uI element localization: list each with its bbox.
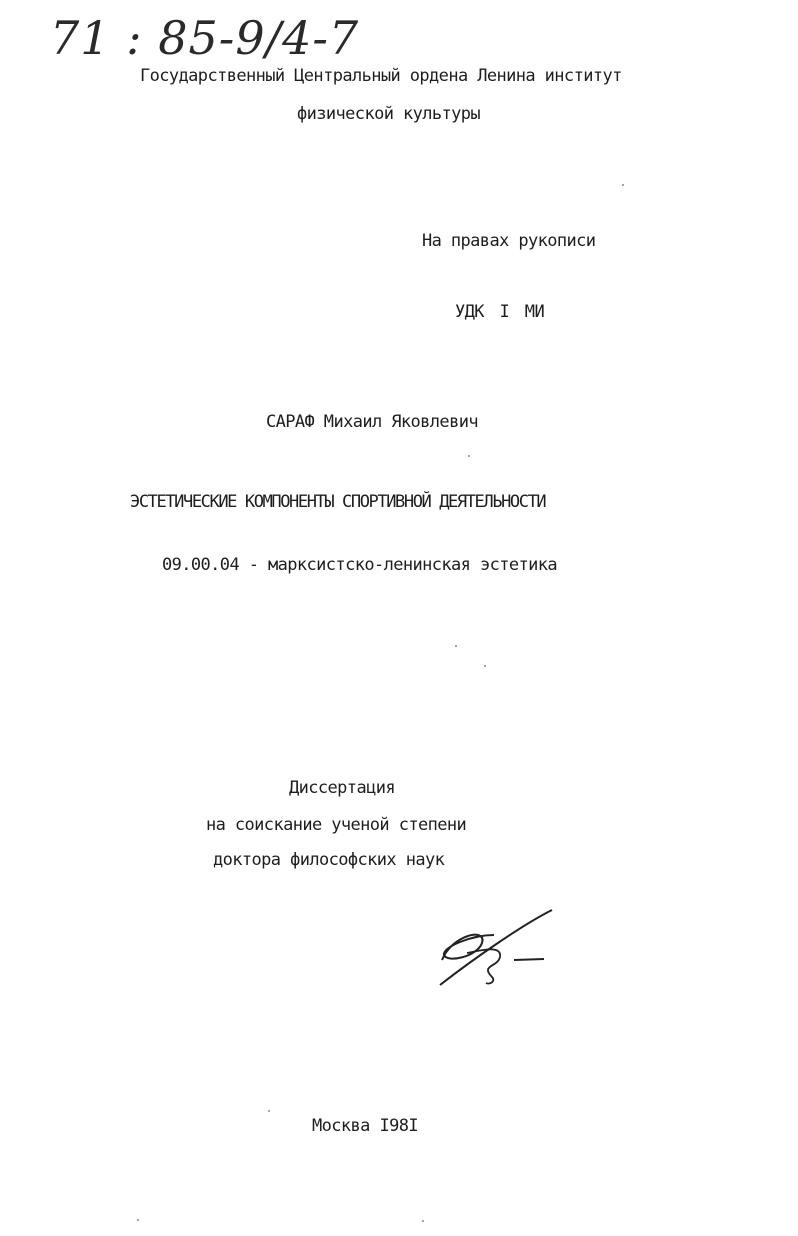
- specialty-code: 09.00.04 - марксистско-ленинская эстетика: [162, 555, 558, 575]
- scan-speck: [268, 1110, 270, 1112]
- scan-speck: [137, 1219, 139, 1221]
- institution-line-2: физической культуры: [297, 104, 481, 124]
- dissertation-title: ЭСТЕТИЧЕСКИЕ КОМПОНЕНТЫ СПОРТИВНОЙ ДЕЯТЕЛЬНОСТИ: [130, 492, 546, 512]
- manuscript-note: На правах рукописи: [422, 231, 596, 251]
- udk-code: УДК I МИ: [455, 302, 545, 322]
- city-year: Москва I98I: [312, 1116, 418, 1136]
- scan-speck: [484, 665, 486, 667]
- scan-speck: [468, 455, 470, 457]
- scan-speck: [622, 184, 624, 186]
- scan-speck: [455, 645, 457, 647]
- institution-line-1: Государственный Центральный ордена Ленина институт: [140, 66, 622, 86]
- archive-number: 71 : 85-9/4-7: [50, 11, 360, 65]
- degree-line: на соискание ученой степени: [206, 815, 467, 835]
- scan-speck: [422, 1220, 424, 1222]
- handwritten-signature-icon: [432, 905, 562, 990]
- dissertation-label: Диссертация: [289, 778, 395, 798]
- author-name: САРАФ Михаил Яковлевич: [266, 412, 478, 432]
- degree-field: доктора философских наук: [213, 850, 445, 870]
